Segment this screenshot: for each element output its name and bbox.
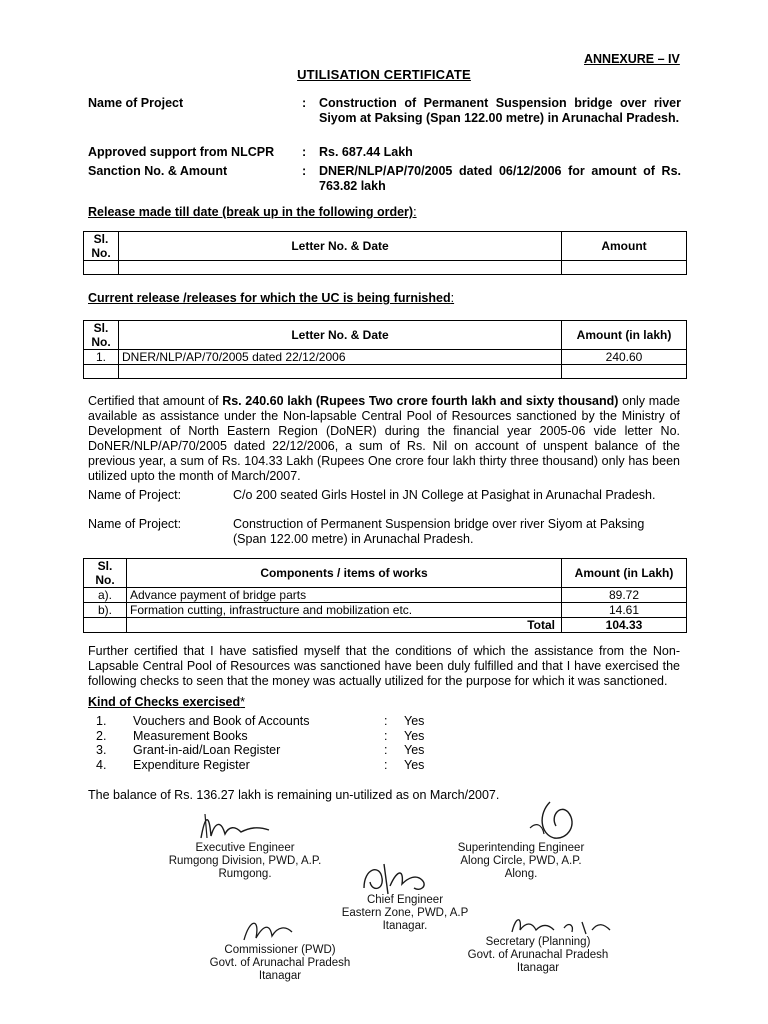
signatory-office: Along Circle, PWD, A.P.	[460, 855, 582, 867]
check-text: Vouchers and Book of Accounts	[133, 714, 310, 728]
current-header-amount: Amount (in lakh)	[562, 321, 687, 350]
support-label: Approved support from NLCPR	[88, 145, 275, 159]
project-name-value: Construction of Permanent Suspension bridge over river Siyom at Paksing (Span 122.00 metre) in Arunachal Pradesh.	[233, 517, 645, 546]
current-sl: 1.	[84, 350, 119, 365]
table-row	[84, 603, 687, 618]
signatory-place: Itanagar	[516, 962, 560, 974]
commissioner-block	[195, 944, 365, 983]
components-header-sl: Sl. No.	[84, 559, 127, 588]
chief-engineer-signature	[358, 858, 438, 898]
annexure-label: ANNEXURE – IV	[584, 52, 680, 66]
release-heading-text: Release made till date (break up in the following order)	[88, 205, 414, 219]
current-letter: DNER/NLP/AP/70/2005 dated 22/12/2006	[119, 350, 562, 365]
colon: :	[302, 96, 307, 110]
component-item: Advance payment of bridge parts	[127, 588, 562, 603]
check-answer: Yes	[404, 743, 425, 757]
certified-pre: Certified that amount of	[88, 394, 223, 408]
current-amount: 240.60	[562, 350, 687, 365]
chief-engineer-block	[320, 894, 490, 933]
table-row	[84, 588, 687, 603]
current-heading	[88, 291, 454, 305]
certified-bold: Rs. 240.60 lakh (Rupees Two crore fourth lakh and sixty thousand)	[222, 394, 619, 408]
commissioner-signature	[240, 912, 300, 946]
release-table	[83, 231, 687, 275]
component-sl: b).	[84, 603, 127, 618]
check-number: 1.	[96, 714, 107, 728]
colon: :	[302, 145, 307, 159]
release-header-letter: Letter No. & Date	[119, 232, 562, 261]
release-header-amount: Amount	[562, 232, 687, 261]
signatory-office: Rumgong Division, PWD, A.P.	[168, 855, 322, 867]
current-heading-text: Current release /releases for which the UC is being furnished	[88, 291, 451, 305]
superintending-engineer-block	[436, 842, 606, 881]
executive-engineer-block	[165, 842, 325, 881]
signatory-title: Commissioner (PWD)	[224, 944, 336, 956]
table-row	[84, 350, 687, 365]
release-heading-end: :	[413, 205, 417, 219]
project-name-value: C/o 200 seated Girls Hostel in JN College at Pasighat in Arunachal Pradesh.	[233, 488, 656, 502]
checks-asterisk: *	[240, 695, 246, 709]
colon: :	[302, 164, 307, 178]
signatory-place: Along.	[504, 868, 538, 880]
signatory-office: Eastern Zone, PWD, A.P	[341, 907, 469, 919]
signatory-title: Chief Engineer	[366, 894, 444, 906]
table-cell	[119, 261, 562, 275]
check-answer: Yes	[404, 729, 425, 743]
certified-paragraph	[88, 394, 680, 484]
table-cell	[562, 261, 687, 275]
check-text: Grant-in-aid/Loan Register	[133, 743, 281, 757]
component-item: Formation cutting, infrastructure and mobilization etc.	[127, 603, 562, 618]
superintending-engineer-signature	[520, 798, 590, 848]
current-heading-end: :	[450, 291, 455, 305]
check-colon: :	[384, 714, 388, 728]
signatory-office: Govt. of Arunachal Pradesh	[209, 957, 351, 969]
total-value: 104.33	[562, 618, 687, 633]
further-paragraph: Further certified that I have satisfied myself that the conditions of which the assistance from the Non-Lapsable Central Pool of Resources was sanctioned have been duly fulfilled and that I have exercised the following checks to seen that the money was actually utilized for the purpose for which it was sanctioned.	[88, 644, 680, 688]
table-cell	[84, 618, 127, 633]
components-header-amount: Amount (in Lakh)	[562, 559, 687, 588]
check-number: 3.	[96, 743, 107, 757]
table-cell	[84, 261, 119, 275]
project-name-label: Name of Project:	[88, 488, 182, 502]
component-sl: a).	[84, 588, 127, 603]
certified-post: only made available as assistance under the Non-lapsable Central Pool of Resources sanctioned by the Ministry of Development of North Eastern Region (DoNER) during the financial year 2005-06 vide letter No. DoNER/NLP/AP/70/2005 dated 22/12/2006, a sum of Rs. Nil on account of unspent balance of the previous year, a sum of Rs. 104.33 Lakh (Rupees One crore four lakh thirty three thousand) only has been utilized upto the month of March/2007.	[88, 394, 680, 483]
component-amount: 14.61	[562, 603, 687, 618]
project-value: Construction of Permanent Suspension bridge over river Siyom at Paksing (Span 122.00 metre) in Arunachal Pradesh.	[319, 96, 681, 125]
checks-heading	[88, 695, 245, 709]
check-colon: :	[384, 758, 388, 772]
current-header-letter: Letter No. & Date	[119, 321, 562, 350]
project-name-label: Name of Project:	[88, 517, 182, 531]
checks-heading-text: Kind of Checks exercised	[88, 695, 241, 709]
signatory-place: Itanagar	[258, 970, 302, 982]
check-text: Expenditure Register	[133, 758, 250, 772]
table-cell	[119, 365, 562, 379]
components-table	[83, 558, 687, 633]
signatory-title: Executive Engineer	[195, 842, 295, 854]
release-heading	[88, 205, 417, 219]
document-title: UTILISATION CERTIFICATE	[297, 67, 471, 82]
secretary-block	[448, 936, 628, 975]
component-amount: 89.72	[562, 588, 687, 603]
signatory-place: Itanagar.	[382, 920, 428, 932]
release-header-sl: Sl. No.	[84, 232, 119, 261]
check-answer: Yes	[404, 758, 425, 772]
table-cell	[84, 365, 119, 379]
current-header-sl: Sl. No.	[84, 321, 119, 350]
signatory-title: Superintending Engineer	[457, 842, 585, 854]
signatory-office: Govt. of Arunachal Pradesh	[467, 949, 609, 961]
total-label: Total	[127, 618, 562, 633]
check-colon: :	[384, 743, 388, 757]
check-answer: Yes	[404, 714, 425, 728]
check-number: 2.	[96, 729, 107, 743]
check-colon: :	[384, 729, 388, 743]
check-number: 4.	[96, 758, 107, 772]
signatory-title: Secretary (Planning)	[485, 936, 591, 948]
current-table	[83, 320, 687, 379]
components-header-item: Components / items of works	[127, 559, 562, 588]
table-cell	[562, 365, 687, 379]
support-value: Rs. 687.44 Lakh	[319, 145, 413, 159]
sanction-label: Sanction No. & Amount	[88, 164, 228, 178]
check-text: Measurement Books	[133, 729, 248, 743]
project-label: Name of Project	[88, 96, 184, 110]
balance-statement: The balance of Rs. 136.27 lakh is remaining un-utilized as on March/2007.	[88, 788, 500, 802]
sanction-value: DNER/NLP/AP/70/2005 dated 06/12/2006 for amount of Rs. 763.82 lakh	[319, 164, 681, 193]
signatory-place: Rumgong.	[218, 868, 272, 880]
table-row	[84, 618, 687, 633]
